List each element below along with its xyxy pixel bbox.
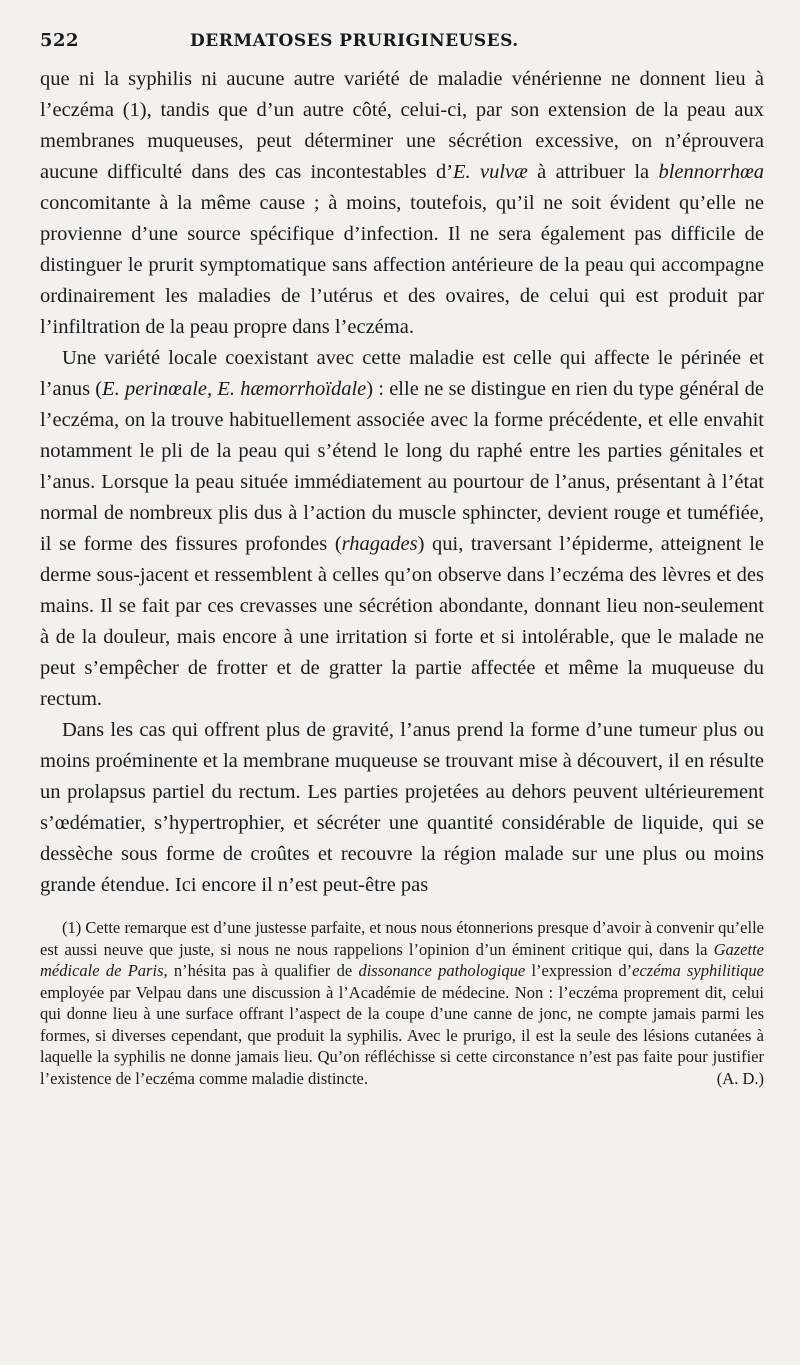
- running-title: DERMATOSES PRURIGINEUSES.: [190, 31, 519, 51]
- paragraph-3: Dans les cas qui offrent plus de gravité, l’anus prend la forme d’une tumeur plus ou moins proéminente et la membrane muqueuse se trouvant mise à découvert, il en résulte un prolapsus partiel du rectum. Les parties projetées au dehors peuvent ultérieurement s’œdématier, s’hypertrophier, et sécréter une quantité considérable de liquide, qui se dessèche sous forme de croûtes et recouvre la région malade sur une plus ou moins grande étendue. Ici encore il n’est peut-être pas: [40, 719, 764, 896]
- paragraph-2: Une variété locale coexistant avec cette maladie est celle qui affecte le périnée et l’anus (E. perinœale, E. hæmorrhoïdale) : elle ne se distingue en rien du type général de l’eczéma, on la trouve habituellement associée avec la forme précédente, et elle envahit notamment le pli de la peau qui s’étend le long du raphé entre les parties génitales et l’anus. Lorsque la peau située immédiatement au pourtour de l’anus, présentant à l’état normal de nombreux plis dus à l’action du muscle sphincter, devient rouge et tuméfiée, il se forme des fissures profondes (rhagades) qui, traversant l’épiderme, atteignent le derme sous-jacent et ressemblent à celles qu’on observe dans l’eczéma des lèvres et des mains. Il se fait par ces crevasses une sécrétion abondante, donnant lieu non-seulement à de la douleur, mais encore à une irritation si forte et si intolérable, que le malade ne peut s’empêcher de frotter et de gratter la partie affectée et même la muqueuse du rectum.: [40, 347, 764, 710]
- main-text: [40, 64, 764, 901]
- footnote: [40, 917, 764, 1089]
- page-number: 522: [40, 30, 80, 51]
- page-header: [40, 30, 764, 64]
- footnote-1: (1) Cette remarque est d’une justesse parfaite, et nous nous étonnerions presque d’avoir à convenir qu’elle est aussi neuve que juste, si nous ne nous rappelions l’opinion d’un éminent critique qui, dans la Gazette médicale de Paris, n’hésita pas à qualifier de dissonance pathologique l’expression d’eczéma syphilitique employée par Velpau dans une discussion à l’Académie de médecine. Non : l’eczéma proprement dit, celui qui donne lieu à une surface offrant l’aspect de la coupe d’une canne de jonc, ne compte jamais parmi les formes, si diverses cependant, que produit la syphilis. Avec le prurigo, il est la seule des lésions cutanées à laquelle la syphilis ne donne jamais lieu. Qu’on réfléchisse si cette circonstance n’est pas faite pour justifier l’existence de l’eczéma comme maladie distincte. (A. D.): [40, 918, 765, 1088]
- footnote-signature: (A. D.): [716, 1068, 764, 1088]
- paragraph-1: que ni la syphilis ni aucune autre variété de maladie vénérienne ne donnent lieu à l’eczéma (1), tandis que d’un autre côté, celui-ci, par son extension de la peau aux membranes muqueuses, peut déterminer une sécrétion excessive, on n’éprouvera aucune difficulté dans des cas incontestables d’E. vulvæ à attribuer la blennorrhœa concomitante à la même cause ; à moins, toutefois, qu’il ne soit évident qu’elle ne provienne d’une source spécifique d’infection. Il ne sera également pas difficile de distinguer le prurit symptomatique sans affection antérieure de la peau qui accompagne ordinairement les maladies de l’utérus et des ovaires, de celui qui est produit par l’infiltration de la peau propre dans l’eczéma.: [40, 68, 765, 338]
